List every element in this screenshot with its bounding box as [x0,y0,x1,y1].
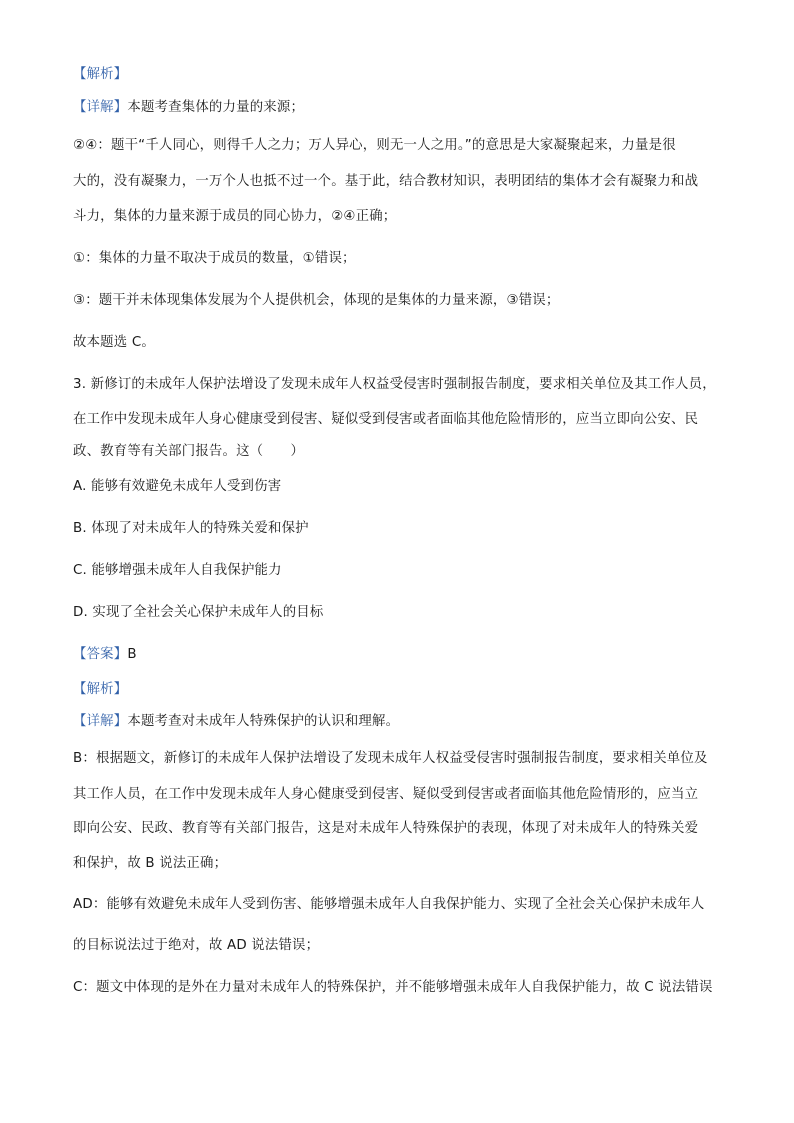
explanation-line: 斗力，集体的力量来源于成员的同心协力，②④正确； [73,209,397,224]
explanation-line: 大的，没有凝聚力，一万个人也抵不过一个。基于此，结合教材知识，表明团结的集体才会有凝聚力和战 [73,174,699,189]
analysis-label: 【解析】 [73,682,128,697]
question-stem: 政、教育等有关部门报告。这（ ） [73,444,305,459]
answer-value: B [127,647,137,662]
explanation-line: ③：题干并未体现集体发展为个人提供机会，体现的是集体的力量来源，③错误； [73,293,560,308]
option-d: D. 实现了全社会关心保护未成年人的目标 [73,605,324,620]
option-c: C. 能够增强未成年人自我保护能力 [73,563,282,578]
conclusion-line: 故本题选 C。 [73,335,155,350]
explanation-line: AD：能够有效避免未成年人受到伤害、能够增强未成年人自我保护能力、实现了全社会关心保护未成年人 [73,897,705,912]
option-a: A. 能够有效避免未成年人受到伤害 [73,479,282,494]
explanation-line: 和保护，故 B 说法正确； [73,856,228,871]
question-stem: 在工作中发现未成年人身心健康受到侵害、疑似受到侵害或者面临其他危险情形的，应当立即向公安、民 [73,412,699,427]
explanation-line: 的目标说法过于绝对，故 AD 说法错误； [73,938,320,953]
question-stem: 3. 新修订的未成年人保护法增设了发现未成年人权益受侵害时强制报告制度，要求相关单位及其工作人员， [73,377,716,392]
detail-line [73,99,733,117]
option-b: B. 体现了对未成年人的特殊关爱和保护 [73,521,309,536]
explanation-line: 即向公安、民政、教育等有关部门报告，这是对未成年人特殊保护的表现，体现了对未成年人的特殊关爱 [73,821,699,836]
detail-label: 【详解】 [73,100,128,115]
detail-label: 【详解】 [73,714,128,729]
detail-text: 本题考查对未成年人特殊保护的认识和理解。 [127,714,400,729]
explanation-line: 其工作人员，在工作中发现未成年人身心健康受到侵害、疑似受到侵害或者面临其他危险情形的，应当立 [73,787,699,802]
explanation-line: ②④：题干“千人同心，则得千人之力；万人异心，则无一人之用。”的意思是大家凝聚起来，力量是很 [73,138,676,153]
explanation-line: C：题文中体现的是外在力量对未成年人的特殊保护，并不能够增强未成年人自我保护能力，故 C 说法错误 [73,980,713,995]
answer-line [73,646,733,664]
analysis-heading [73,66,733,84]
analysis-label: 【解析】 [73,67,128,82]
detail-text: 本题考查集体的力量的来源； [127,100,305,115]
answer-label: 【答案】 [73,647,128,662]
explanation-line: ①：集体的力量不取决于成员的数量，①错误； [73,251,356,266]
detail-line [73,713,733,731]
explanation-line: B：根据题文，新修订的未成年人保护法增设了发现未成年人权益受侵害时强制报告制度，要求相关单位及 [73,751,708,766]
analysis-heading [73,681,733,699]
